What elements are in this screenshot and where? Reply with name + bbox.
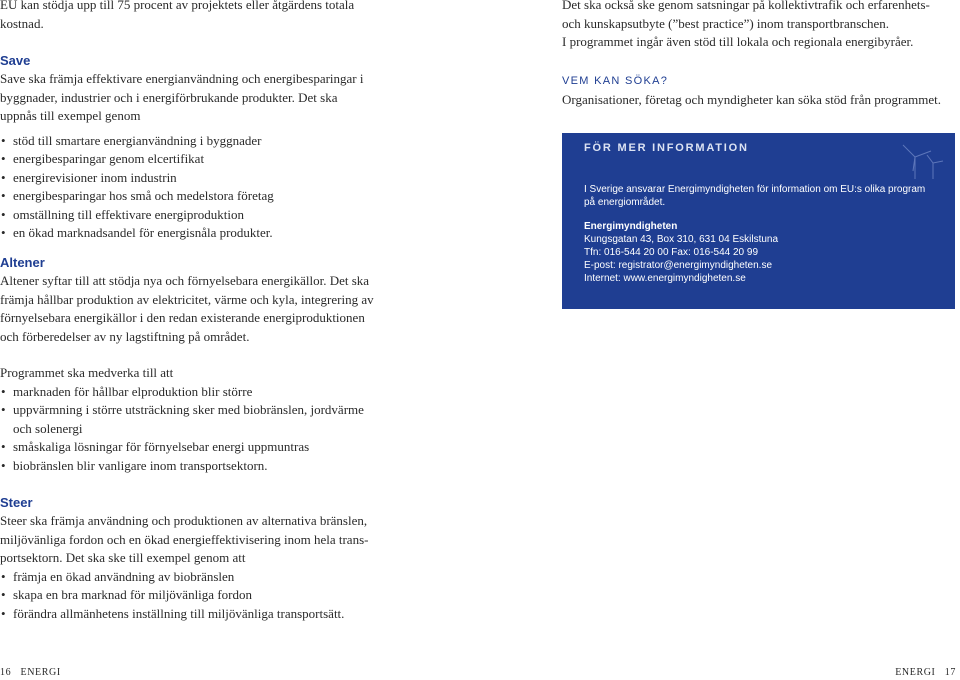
page-number-left: 16 [0,667,12,678]
vem-kan-soka-text: Organisationer, företag och myndigheter kan söka stöd från programmet. [562,92,942,107]
footer-right [895,667,956,678]
text-line: portsektorn. Det ska ske till exempel genom att [0,550,246,565]
footer-label-right: ENERGI [895,667,936,678]
text-line: EU kan stödja upp till 75 procent av projektets eller åtgärdens totala [0,0,355,12]
page-number-right: 17 [944,667,956,678]
altener-heading: Altener [0,255,45,270]
bullet-icon: • [1,402,6,417]
list-item: • energirevisioner inom industrin [0,169,395,188]
info-box-title: FÖR MER INFORMATION [584,142,749,154]
text-line: Save ska främja effektivare energianvändning och energibesparingar i [0,71,364,86]
list-item: • uppvärmning i större utsträckning sker med biobränslen, jordvärme [0,401,395,420]
bullet-icon: • [1,151,6,166]
list-item: • energibesparingar genom elcertifikat [0,150,395,169]
text-line: främja hållbar produktion av elektricitet, värme och kyla, integrering av [0,291,374,307]
text-line: I Sverige ansvarar Energimyndigheten för information om EU:s olika program [584,184,926,195]
bullet-icon: • [1,169,6,185]
save-heading: Save [0,53,31,68]
footer-left [0,667,61,678]
text-line: miljövänliga fordon och en ökad energieffektivisering inom hela trans- [0,531,369,547]
website: Internet: www.energimyndigheten.se [584,273,746,284]
altener-lead-block [0,364,395,475]
text-line: förnyelsebara energikällor i den redan existerande energiproduktionen [0,310,365,325]
footer-label-left: ENERGI [20,667,61,678]
save-bullet-list [0,132,395,243]
text-line: uppnås till exempel genom [0,108,141,123]
wind-turbine-icon [865,139,945,179]
list-item: • stöd till smartare energianvändning i byggnader [0,132,395,151]
save-section [0,52,395,243]
list-item: • omställning till effektivare energiproduktion [0,206,395,225]
altener-bullet-list [0,383,395,476]
text-line: Steer ska främja användning och produktionen av alternativa bränslen, [0,513,368,528]
phone-fax: Tfn: 016-544 20 00 Fax: 016-544 20 99 [584,247,759,258]
steer-heading: Steer [0,495,33,510]
intro-paragraph [0,0,395,33]
text-line: och förberedelser av ny lagstiftning på området. [0,328,250,344]
bullet-icon: • [1,457,6,473]
text-line: Altener syftar till att stödja nya och förnyelsebara energikällor. Det ska [0,273,370,288]
steer-bullet-list [0,568,395,624]
text-line: Det ska också ske genom satsningar på kollektivtrafik och erfarenhets- [562,0,930,12]
info-box [562,133,955,309]
address: Kungsgatan 43, Box 310, 631 04 Eskilstuna [584,234,779,245]
bullet-icon: • [1,439,6,454]
bullet-icon: • [1,132,6,148]
list-item: • biobränslen blir vanligare inom transportsektorn. [0,457,395,476]
bullet-icon: • [1,568,6,584]
text-line: på energiområdet. [584,197,666,208]
bullet-icon: • [1,587,6,602]
bullet-icon: • [1,188,6,203]
list-item: • förändra allmänhetens inställning till miljövänliga transportsätt. [0,605,395,624]
bullet-icon: • [1,605,6,621]
text-line: kostnad. [0,15,44,31]
transport-paragraph [562,0,957,52]
list-item-continuation: och solenergi [13,420,83,436]
bullet-icon: • [1,383,6,399]
list-item: • småskaliga lösningar för förnyelsebar energi uppmuntras [0,438,395,457]
info-box-body [584,183,944,285]
vem-kan-soka-heading: VEM KAN SÖKA? [562,75,669,87]
org-name: Energimyndigheten [584,221,678,232]
bullet-icon: • [1,206,6,222]
text-line: byggnader, industrier och i energiförbrukande produkter. Det ska [0,89,338,105]
email: E-post: registrator@energimyndigheten.se [584,260,773,271]
list-item: • en ökad marknadsandel för energisnåla produkter. [0,224,395,243]
altener-section [0,254,395,346]
text-line: och kunskapsutbyte (”best practice”) inom transportbranschen. [562,15,890,31]
list-item: • energibesparingar hos små och medelstora företag [0,187,395,206]
bullet-icon: • [1,225,6,240]
steer-section [0,494,395,623]
list-item: • skapa en bra marknad för miljövänliga fordon [0,586,395,605]
list-item: • främja en ökad användning av biobränslen [0,568,395,587]
text-line: I programmet ingår även stöd till lokala och regionala energibyråer. [562,34,914,49]
text-line: Programmet ska medverka till att [0,365,174,380]
list-item: • marknaden för hållbar elproduktion blir större [0,383,395,402]
